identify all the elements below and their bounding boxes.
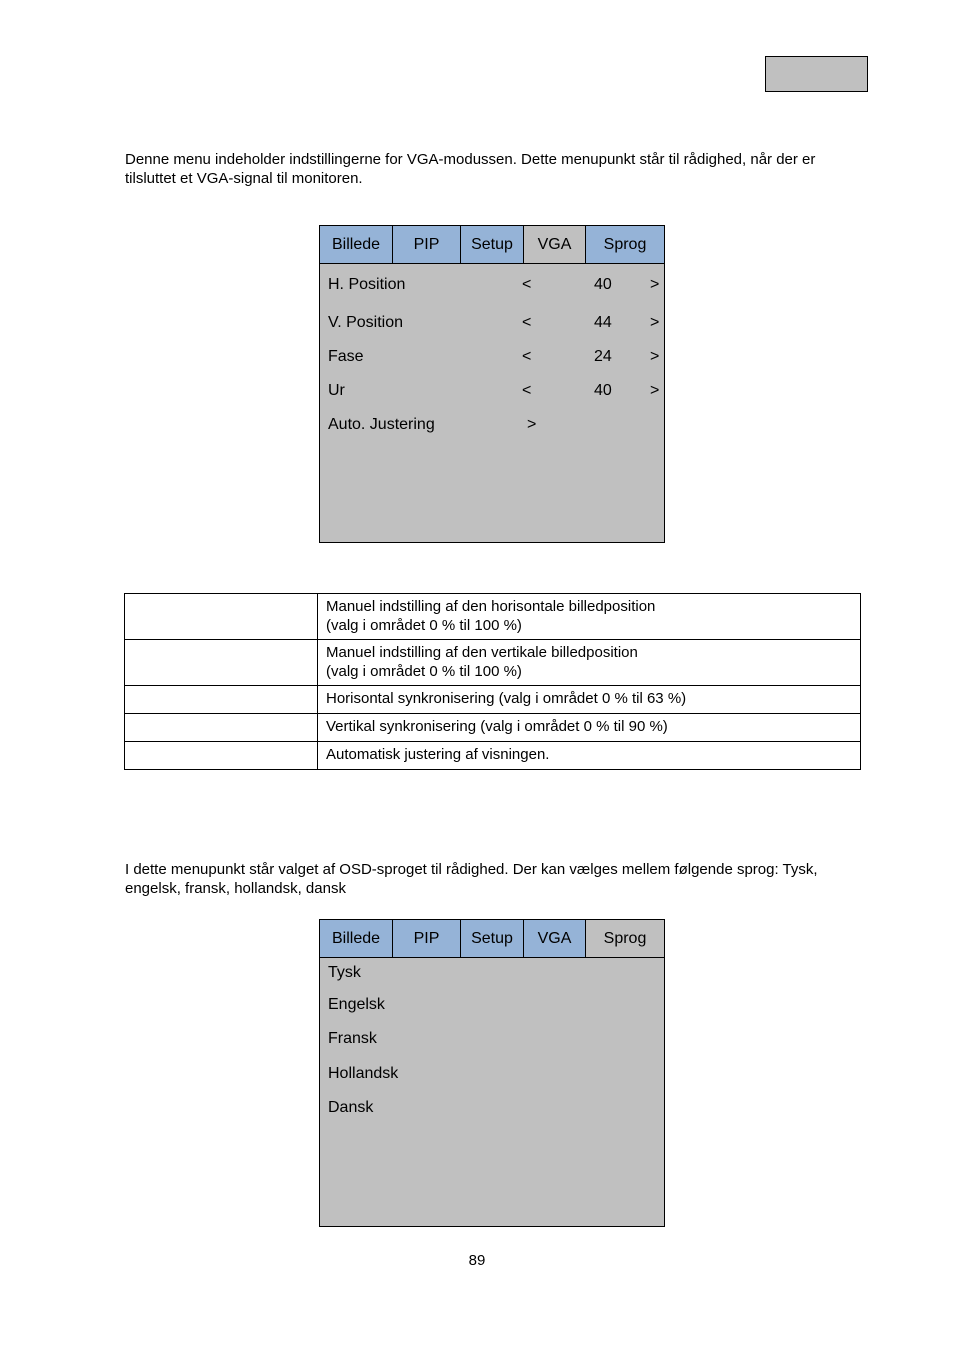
sprog-osd-menu [319, 919, 665, 1227]
menu-row-value: 40 [594, 276, 612, 293]
description-line: Manuel indstilling af den horisontale billedposition [326, 598, 656, 615]
menu-row-label: Auto. Justering [328, 416, 435, 433]
language-option-fransk[interactable] [328, 1030, 664, 1050]
setting-description-cell [318, 640, 861, 686]
menu-row-value: 40 [594, 382, 612, 399]
language-label: Engelsk [328, 996, 385, 1013]
language-label: Hollandsk [328, 1065, 399, 1082]
increase-arrow[interactable]: > [650, 276, 660, 293]
language-label: Tysk [328, 964, 361, 981]
table-row [125, 594, 861, 640]
enter-arrow[interactable]: > [527, 416, 537, 433]
tab-pip[interactable]: PIP [393, 920, 461, 957]
vga-osd-menu [319, 225, 665, 543]
decrease-arrow[interactable]: < [522, 348, 532, 365]
menu-row-value: 24 [594, 348, 612, 365]
description-line: Horisontal synkronisering (valg i området 0 % til 63 %) [326, 690, 687, 707]
language-option-tysk[interactable] [328, 964, 664, 984]
menu-row-label: V. Position [328, 314, 404, 331]
tab-pip[interactable]: PIP [393, 226, 461, 263]
increase-arrow[interactable]: > [650, 382, 660, 399]
setting-description-cell [318, 686, 861, 714]
menu-row-fase[interactable] [328, 348, 664, 368]
table-row [125, 686, 861, 714]
table-row [125, 640, 861, 686]
tab-sprog[interactable]: Sprog [586, 920, 664, 957]
tab-billede[interactable]: Billede [320, 226, 393, 263]
menu-row-value: 44 [594, 314, 612, 331]
menu-row-v-position[interactable] [328, 314, 664, 334]
setting-name-cell [125, 594, 318, 640]
decrease-arrow[interactable]: < [522, 314, 532, 331]
setting-name-cell [125, 686, 318, 714]
language-option-hollandsk[interactable] [328, 1065, 664, 1085]
setting-name-cell [125, 714, 318, 742]
tab-setup[interactable]: Setup [461, 226, 524, 263]
description-line: (valg i området 0 % til 100 %) [326, 617, 522, 634]
description-line: (valg i området 0 % til 100 %) [326, 663, 522, 680]
description-line: Automatisk justering af visningen. [326, 746, 550, 763]
tab-vga[interactable]: VGA [524, 226, 586, 263]
vga-intro-text: Denne menu indeholder indstillingerne for VGA-modussen. Dette menupunkt står til rådighed, når der er tilsluttet et VGA-signal til monitoren. [125, 151, 816, 187]
increase-arrow[interactable]: > [650, 348, 660, 365]
page-number: 89 [468, 1252, 486, 1269]
menu-row-label: Ur [328, 382, 345, 399]
increase-arrow[interactable]: > [650, 314, 660, 331]
setting-name-cell [125, 742, 318, 770]
table-row [125, 714, 861, 742]
decrease-arrow[interactable]: < [522, 276, 532, 293]
osd-tab-bar [320, 920, 664, 958]
header-marker-box [765, 56, 868, 92]
menu-row-label: Fase [328, 348, 364, 365]
tab-sprog[interactable]: Sprog [586, 226, 664, 263]
setting-description-cell [318, 714, 861, 742]
language-label: Dansk [328, 1099, 374, 1116]
description-line: Vertikal synkronisering (valg i området 0 % til 90 %) [326, 718, 668, 735]
tab-billede[interactable]: Billede [320, 920, 393, 957]
tab-vga[interactable]: VGA [524, 920, 586, 957]
osd-tab-bar [320, 226, 664, 264]
menu-row-h-position[interactable] [328, 276, 664, 296]
description-line: Manuel indstilling af den vertikale billedposition [326, 644, 638, 661]
menu-row-label: H. Position [328, 276, 406, 293]
tab-setup[interactable]: Setup [461, 920, 524, 957]
settings-description-table [124, 593, 861, 770]
sprog-intro-text: I dette menupunkt står valget af OSD-sproget til rådighed. Der kan vælges mellem følgende sprog: Tysk, engelsk, fransk, hollandsk, dansk [125, 861, 818, 897]
language-option-dansk[interactable] [328, 1099, 664, 1119]
language-option-engelsk[interactable] [328, 996, 664, 1016]
setting-description-cell [318, 594, 861, 640]
table-row [125, 742, 861, 770]
decrease-arrow[interactable]: < [522, 382, 532, 399]
menu-row-auto-justering[interactable] [328, 416, 664, 436]
setting-name-cell [125, 640, 318, 686]
menu-row-ur[interactable] [328, 382, 664, 402]
setting-description-cell [318, 742, 861, 770]
language-label: Fransk [328, 1030, 377, 1047]
